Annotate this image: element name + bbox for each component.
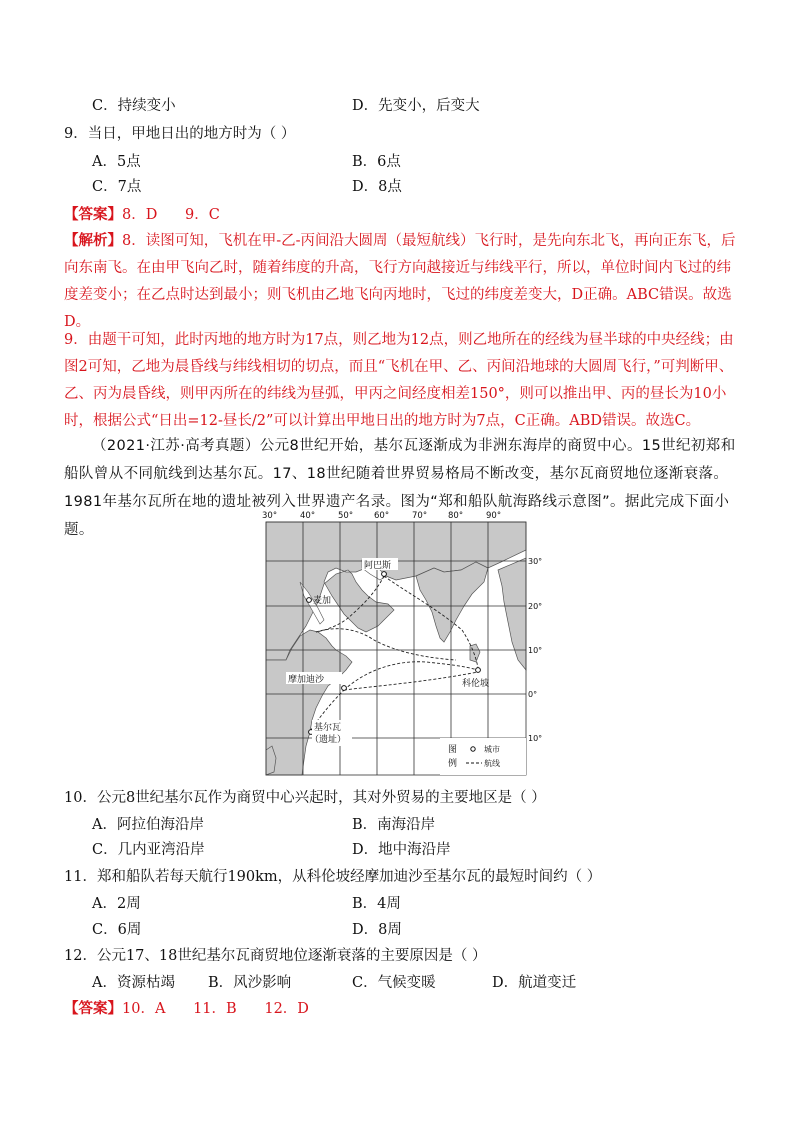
answer-block-1 — [64, 205, 220, 225]
lat-label: 20° — [528, 602, 543, 611]
q10-option-d: D．地中海沿岸 — [352, 842, 451, 858]
legend-city-icon — [471, 747, 475, 751]
lon-label: 50° — [338, 511, 354, 521]
passage-intro: （2021·江苏·高考真题）公元8世纪开始，基尔瓦逐渐成为非洲东海岸的商贸中心。15世纪初郑和船队曾从不同航线到达基尔瓦。17、18世纪随着世界贸易格局不断改变，基尔瓦商贸地位逐渐衰落。1981年基尔瓦所在地的遗址被列入世界遗产名录。图为“郑和船队航海路线示意图”。据此完成下面小题。 — [64, 438, 736, 538]
legend-title-2: 例 — [448, 759, 458, 769]
lon-label: 60° — [374, 511, 390, 521]
q9-option-a: A．5点 — [92, 154, 141, 170]
q8-option-d: D．先变小，后变大 — [352, 98, 480, 114]
lon-label: 70° — [412, 511, 428, 521]
legend-route-label: 航线 — [484, 759, 500, 768]
zheng-he-route-map — [262, 510, 543, 775]
q10-option-b: B．南海沿岸 — [352, 817, 436, 833]
q9-option-c: C．7点 — [92, 179, 142, 195]
q11-option-a: A．2周 — [92, 896, 141, 912]
q9-option-d: D．8点 — [352, 179, 402, 195]
answer-tag: 【答案】 — [64, 206, 122, 223]
lon-label: 30° — [262, 511, 278, 521]
lon-label: 90° — [486, 511, 502, 521]
legend-title: 图 — [448, 745, 458, 755]
q9-option-b: B．6点 — [352, 154, 401, 170]
lat-label: 10° — [528, 646, 543, 655]
city-label-mecca: 麦加 — [313, 596, 332, 606]
q11-option-b: B．4周 — [352, 896, 401, 912]
city-label-kilwa: 基尔瓦 — [314, 723, 342, 733]
lat-label: 10° — [528, 734, 543, 743]
analysis-q8-text: 8．读图可知，飞机在甲-乙-丙间沿大圆周（最短航线）飞行时，是先向东北飞，再向正东飞，后向东南飞。在由甲飞向乙时，随着纬度的升高，飞行方向越接近与纬线平行，所以，单位时间内飞过的纬度差变小；在乙点时达到最小；则飞机由乙地飞向丙地时，飞过的纬度差变大，D正确。ABC错误。故选D。 — [64, 233, 736, 330]
answer-tag: 【答案】 — [64, 1000, 122, 1017]
answer-text: 8．D 9．C — [122, 207, 220, 223]
q10-stem: 10．公元8世纪基尔瓦作为商贸中心兴起时，其对外贸易的主要地区是（ ） — [64, 790, 546, 806]
city-label-abbas: 阿巴斯 — [364, 561, 392, 571]
lon-label: 80° — [448, 511, 464, 521]
analysis-q9 — [64, 327, 736, 435]
q8-option-c: C．持续变小 — [92, 98, 176, 114]
answer-text: 10．A 11．B 12．D — [122, 1001, 309, 1017]
q9-stem: 9．当日，甲地日出的地方时为（ ） — [64, 126, 296, 142]
answer-block-2 — [64, 999, 309, 1019]
map-legend — [440, 738, 526, 775]
q12-option-d: D．航道变迁 — [492, 975, 577, 991]
analysis-q9-text: 9．由题干可知，此时丙地的地方时为17点，则乙地为12点，则乙地所在的经线为昼半球的中央经线；由图2可知，乙地为晨昏线与纬线相切的切点，而且“飞机在甲、乙、丙间沿地球的大圆周飞行，”可判断甲、乙、丙为晨昏线，则甲丙所在的纬线为昼弧，甲丙之间经度相差150°，则可以推出甲、丙的昼长为10小时，根据公式“日出=12-昼长/2”可以计算出甲地日出的地方时为7点，C正确。ABD错误。故选C。 — [64, 332, 734, 429]
city-label-kilwa-ruins: （遗址） — [310, 735, 347, 745]
q12-option-a: A．资源枯竭 — [92, 975, 175, 991]
q11-option-c: C．6周 — [92, 922, 142, 938]
q10-option-c: C．几内亚湾沿岸 — [92, 842, 205, 858]
lat-label: 0° — [528, 690, 538, 699]
q12-option-c: C．气候变暖 — [352, 975, 436, 991]
q10-option-a: A．阿拉伯海沿岸 — [92, 817, 204, 833]
q11-option-d: D．8周 — [352, 922, 402, 938]
lat-label: 30° — [528, 557, 543, 566]
q12-option-b: B．风沙影响 — [208, 975, 292, 991]
q11-stem: 11．郑和船队若每天航行190km，从科伦坡经摩加迪沙至基尔瓦的最短时间约（ ） — [64, 869, 602, 885]
city-label-colombo: 科伦坡 — [462, 679, 490, 689]
analysis-tag: 【解析】 — [64, 232, 122, 249]
legend-city-label: 城市 — [484, 745, 500, 754]
q12-stem: 12．公元17、18世纪基尔瓦商贸地位逐渐衰落的主要原因是（ ） — [64, 948, 487, 964]
city-label-mogadishu: 摩加迪沙 — [288, 675, 325, 685]
analysis-q8 — [64, 227, 736, 336]
lon-label: 40° — [300, 511, 316, 521]
